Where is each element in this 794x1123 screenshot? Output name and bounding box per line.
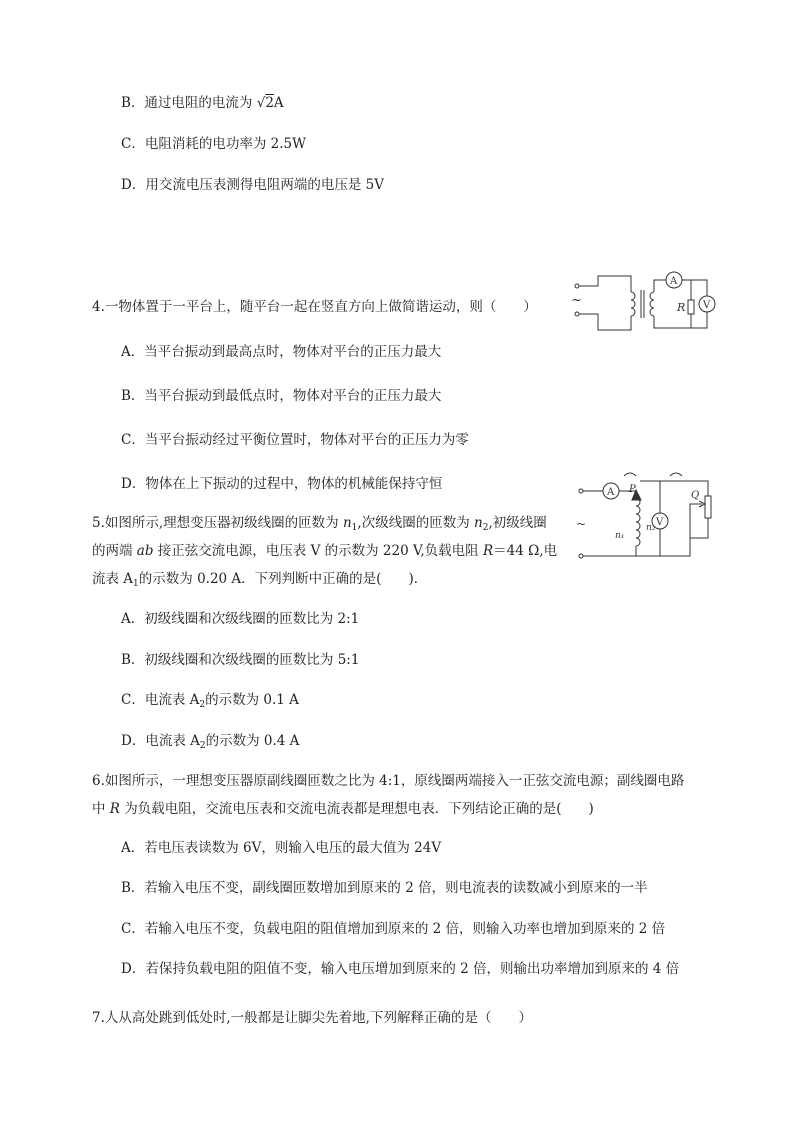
meter-arc-2 <box>670 473 682 476</box>
transformer-circuit-diagram <box>565 268 725 340</box>
terminal-b <box>579 554 583 558</box>
meter-arc-1 <box>624 473 636 476</box>
q5-stem-l1c: ,初级线圈 <box>488 515 547 531</box>
ammeter-label: A <box>670 276 678 287</box>
terminal-top <box>575 284 579 288</box>
q5-stem-line3 <box>92 569 427 591</box>
label-p: P <box>629 484 636 495</box>
q5-option-d-b: 的示数为 0.4 A <box>205 733 300 749</box>
q5-option-d <box>121 731 299 753</box>
ac-source-symbol-2: ~ <box>576 517 587 531</box>
q5-option-d-a: D．电流表 A <box>121 733 200 749</box>
ammeter-label-2: A <box>607 487 615 498</box>
primary-coil <box>631 292 635 316</box>
q5-stem-l2c: ＝44 Ω,电 <box>493 543 558 559</box>
voltmeter-label: V <box>703 300 711 311</box>
coil <box>636 498 640 546</box>
q4-option-c: C．当平台振动经过平衡位置时，物体对平台的正压力为零 <box>121 432 469 448</box>
q5-option-c-sub: 2 <box>199 700 206 710</box>
q5-ab-symbol: ab <box>136 543 154 559</box>
q6-option-a: A．若电压表读数为 6V，则输入电压的最大值为 24V <box>121 840 442 856</box>
q5-stem-l1a: 5.如图所示,理想变压器初级线圈的匝数为 <box>92 515 343 531</box>
label-q: Q <box>691 490 700 501</box>
q5-stem-l3b: 的示数为 0.20 A．下列判断中正确的是( )． <box>138 571 428 587</box>
q3-option-b <box>121 93 284 113</box>
q3-option-c: C．电阻消耗的电功率为 2.5W <box>121 136 306 152</box>
q6-option-c: C．若输入电压不变，负载电阻的阻值增加到原来的 2 倍，则输入功率也增加到原来的 2 倍 <box>121 921 666 937</box>
q4-stem: 4.一物体置于一平台上，随平台一起在竖直方向上做简谐运动，则（ ） <box>92 299 537 315</box>
rheostat <box>705 496 711 518</box>
q5-option-d-sub: 2 <box>199 741 206 751</box>
q5-option-c-b: 的示数为 0.1 A <box>205 692 299 708</box>
q5-option-b: B．初级线圈和次级线圈的匝数比为 5:1 <box>121 652 360 668</box>
resistor-r <box>688 300 694 314</box>
q4-option-a: A．当平台振动到最高点时，物体对平台的正压力最大 <box>121 344 442 360</box>
secondary-coil <box>650 292 654 316</box>
q5-n1-symbol: n <box>342 515 352 531</box>
q6-stem-line1: 6.如图所示，一理想变压器原副线圈匝数之比为 4:1，原线圈两端接入一正弦交流电源；副线圈电路 <box>92 773 685 789</box>
q6-option-b: B．若输入电压不变，副线圈匝数增加到原来的 2 倍，则电流表的读数减小到原来的一半 <box>121 880 648 896</box>
sqrt-symbol: √2 <box>256 95 274 111</box>
label-n1: n₁ <box>615 531 625 541</box>
q6-stem-line2 <box>92 799 594 819</box>
q3-option-b-radical: 2 <box>265 95 274 111</box>
q5-option-a: A．初级线圈和次级线圈的匝数比为 2:1 <box>121 611 360 627</box>
q5-stem-line1 <box>92 513 547 535</box>
q6-stem-l2a: 中 <box>92 801 110 817</box>
resistor-label: R <box>677 301 686 314</box>
q5-n1-sub: 1 <box>351 523 358 533</box>
terminal-bottom <box>575 312 579 316</box>
q5-stem-l3a: 流表 A <box>92 571 134 587</box>
q6-stem-l2b: 为负载电阻，交流电压表和交流电流表都是理想电表．下列结论正确的是( ) <box>119 801 594 817</box>
autotransformer-circuit-diagram <box>568 468 730 568</box>
q3-option-b-unit: A <box>273 95 284 111</box>
q3-option-d: D．用交流电压表测得电阻两端的电压是 5V <box>121 177 384 193</box>
q5-stem-l1b: ,次级线圈的匝数为 <box>357 515 474 531</box>
q5-a1-sub: 1 <box>133 579 139 589</box>
q4-option-d: D．物体在上下振动的过程中，物体的机械能保持守恒 <box>121 476 443 492</box>
q5-n2-symbol: n <box>474 515 483 531</box>
label-n2: n₂ <box>646 523 656 533</box>
voltmeter-label-2: V <box>656 517 664 528</box>
q7-stem: 7.人从高处跳到低处时,一般都是让脚尖先着地,下列解释正确的是（ ） <box>92 1010 532 1026</box>
q5-option-c-a: C．电流表 A <box>121 692 200 708</box>
q5-r-symbol: R <box>482 543 494 559</box>
q5-stem-l2a: 的两端 <box>92 543 137 559</box>
ac-source-symbol: ~ <box>571 293 582 308</box>
q4-option-b: B．当平台振动到最低点时，物体对平台的正压力最大 <box>121 388 442 404</box>
q6-option-d: D．若保持负载电阻的阻值不变，输入电压增加到原来的 2 倍，则输出功率增加到原来的 4 倍 <box>121 961 680 977</box>
q5-stem-l2b: 接正弦交流电源，电压表 V 的示数为 220 V,负载电阻 <box>153 543 483 559</box>
q3-option-b-text: B．通过电阻的电流为 <box>121 95 257 111</box>
q6-r-symbol: R <box>109 801 120 817</box>
q5-stem-line2 <box>92 541 557 561</box>
q5-option-c <box>121 690 299 712</box>
terminal-a <box>579 489 583 493</box>
q5-n2-sub: 2 <box>482 523 489 533</box>
